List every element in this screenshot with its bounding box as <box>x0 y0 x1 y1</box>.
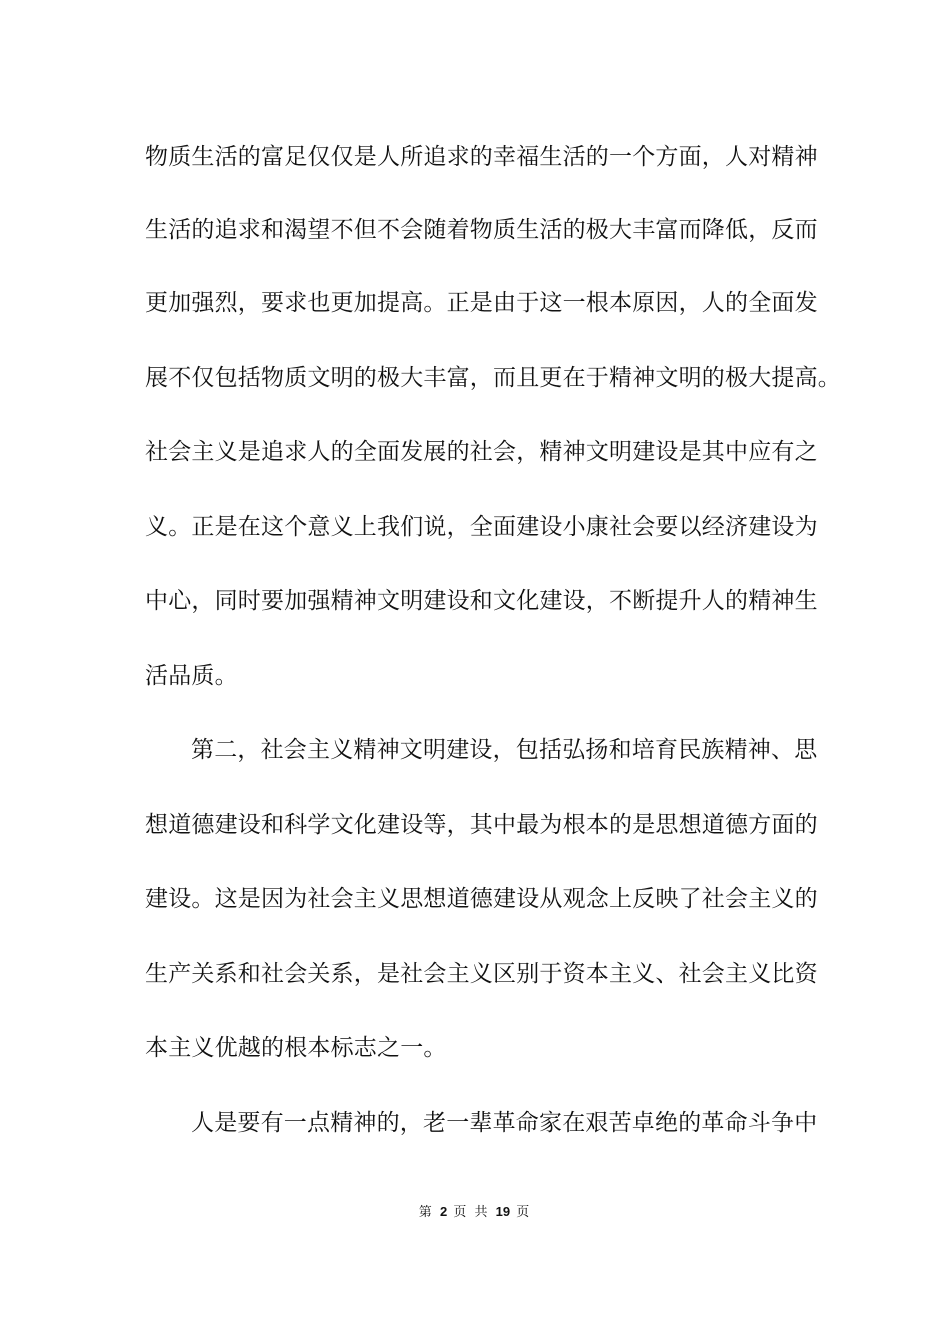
paragraph-line: 第二，社会主义精神文明建设，包括弘扬和培育民族精神、思 <box>191 737 818 763</box>
paragraph-line: 义。正是在这个意义上我们说，全面建设小康社会要以经济建设为 <box>145 514 818 540</box>
paragraph-line: 物质生活的富足仅仅是人所追求的幸福生活的一个方面，人对精神 <box>145 144 818 170</box>
paragraph-line: 社会主义是追求人的全面发展的社会，精神文明建设是其中应有之 <box>145 439 818 465</box>
paragraph-line: 更加强烈，要求也更加提高。正是由于这一根本原因，人的全面发 <box>145 290 818 316</box>
footer-suffix: 页 <box>516 1205 532 1220</box>
page-footer <box>0 1203 950 1222</box>
footer-prefix: 第 <box>418 1205 434 1220</box>
footer-middle: 页 共 <box>453 1205 490 1220</box>
paragraph-line: 中心，同时要加强精神文明建设和文化建设，不断提升人的精神生 <box>145 588 818 614</box>
paragraph-line: 本主义优越的根本标志之一。 <box>145 1035 447 1061</box>
paragraph-line: 建设。这是因为社会主义思想道德建设从观念上反映了社会主义的 <box>145 886 818 912</box>
paragraph-line: 生活的追求和渴望不但不会随着物质生活的极大丰富而降低，反而 <box>145 217 818 243</box>
current-page-number: 2 <box>439 1204 448 1219</box>
paragraph-line: 生产关系和社会关系，是社会主义区别于资本主义、社会主义比资 <box>145 961 818 987</box>
paragraph-line: 人是要有一点精神的，老一辈革命家在艰苦卓绝的革命斗争中 <box>191 1110 818 1136</box>
paragraph-line: 想道德建设和科学文化建设等，其中最为根本的是思想道德方面的 <box>145 812 818 838</box>
total-page-count: 19 <box>495 1204 511 1219</box>
paragraph-line: 活品质。 <box>145 663 238 689</box>
paragraph-line: 展不仅包括物质文明的极大丰富，而且更在于精神文明的极大提高。 <box>145 365 841 391</box>
